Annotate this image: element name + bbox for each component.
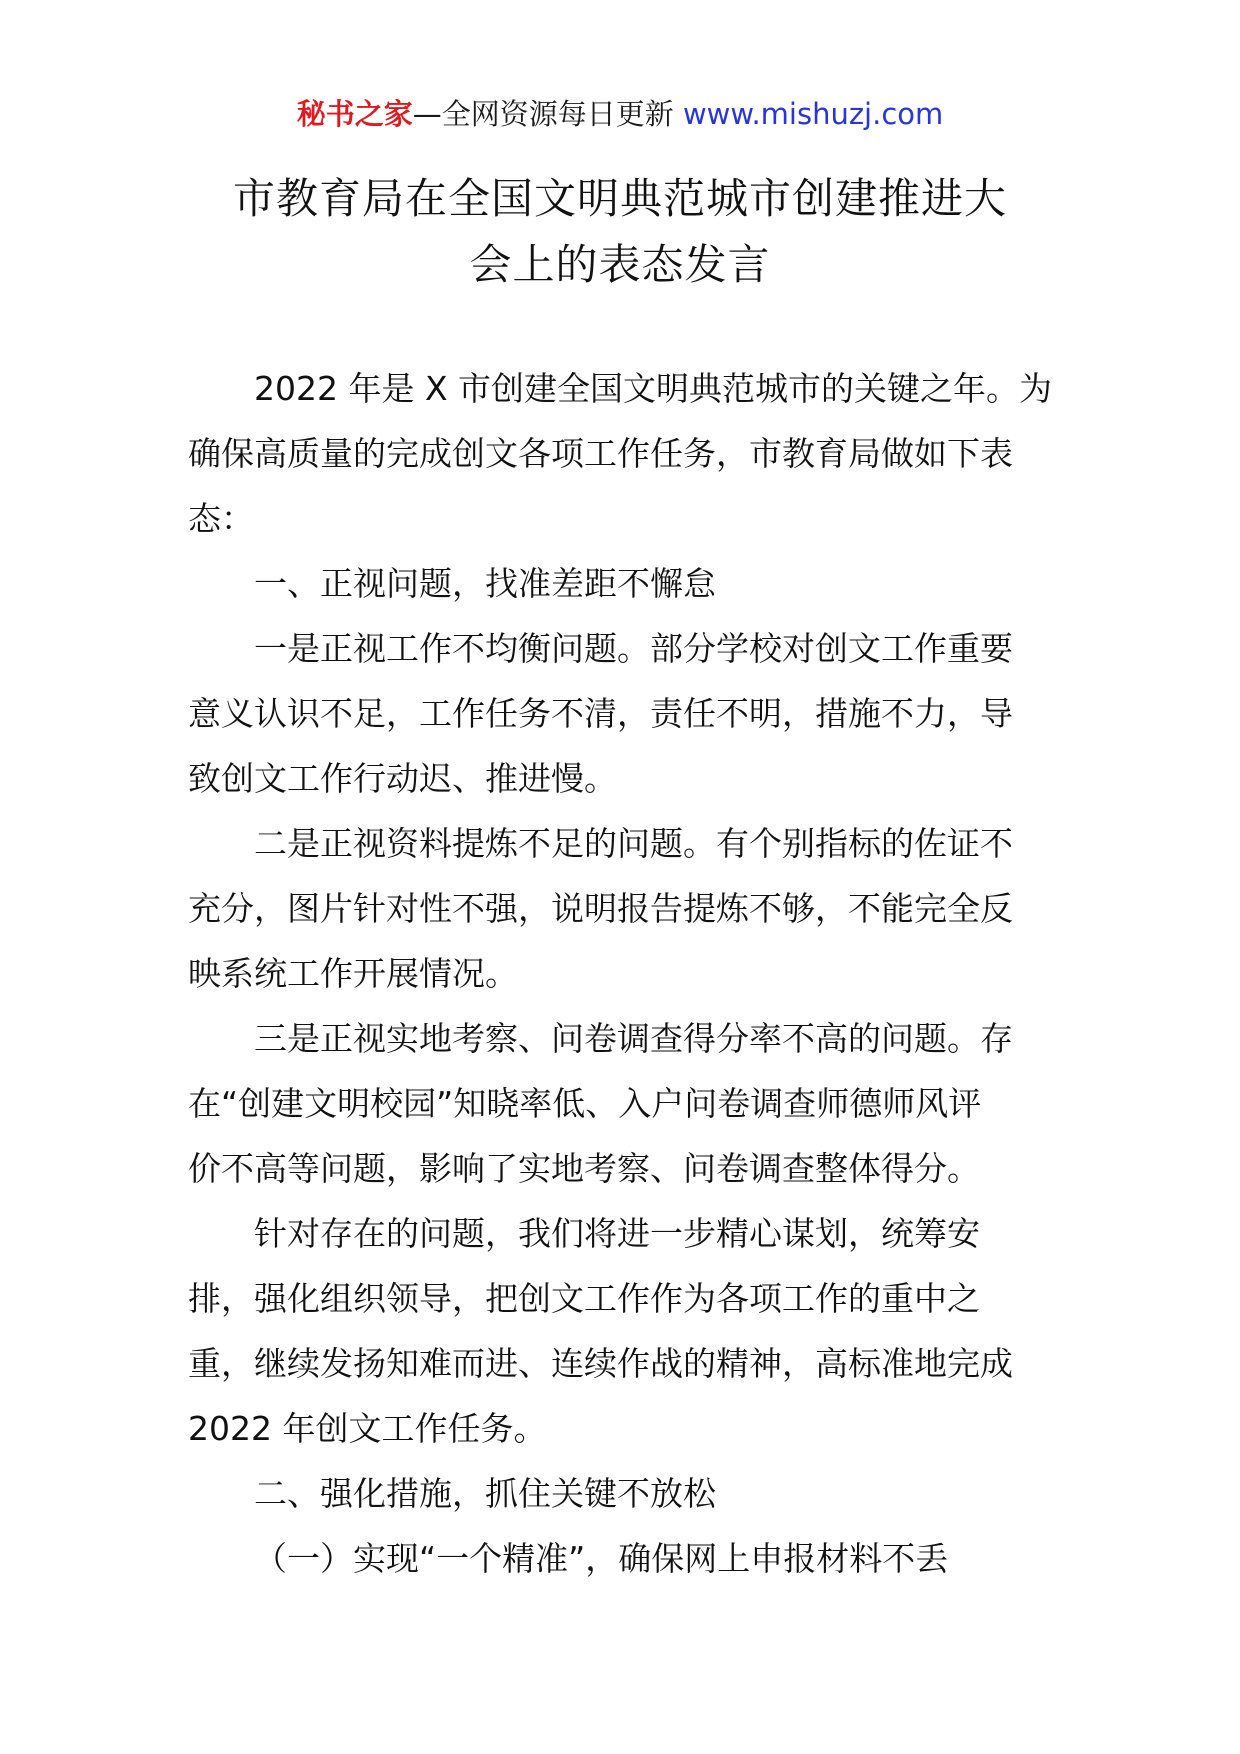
paragraph-line: 致创文工作行动迟、推进慢。	[188, 759, 617, 798]
paragraph-line: 针对存在的问题，我们将进一步精心谋划，统筹安	[254, 1214, 980, 1253]
paragraph-line: 一是正视工作不均衡问题。部分学校对创文工作重要	[254, 629, 1013, 668]
site-url-link[interactable]: www.mishuzj.com	[682, 97, 944, 131]
paragraph-line: 确保高质量的完成创文各项工作任务，市教育局做如下表	[188, 434, 1013, 473]
paragraph-line: 三是正视实地考察、问卷调查得分率不高的问题。存	[254, 1019, 1013, 1058]
subsection-heading: （一）实现“一个精准”，确保网上申报材料不丢	[254, 1539, 949, 1578]
banner-tagline: —全网资源每日更新	[412, 97, 683, 131]
paragraph-line: 意义认识不足，工作任务不清，责任不明，措施不力，导	[188, 694, 1013, 733]
paragraph-line: 二是正视资料提炼不足的问题。有个别指标的佐证不	[254, 824, 1013, 863]
paragraph-line: 态：	[188, 499, 254, 538]
paragraph-line: 排，强化组织领导，把创文工作作为各项工作的重中之	[188, 1279, 980, 1318]
paragraph-line: 2022 年是 X 市创建全国文明典范城市的关键之年。为	[254, 369, 1053, 408]
title-line-1: 市教育局在全国文明典范城市创建推进大	[232, 174, 1007, 223]
brand-name: 秘书之家	[296, 97, 413, 131]
site-banner	[0, 94, 1240, 134]
paragraph-line: 在“创建文明校园”知晓率低、入户问卷调查师德师风评	[188, 1084, 982, 1123]
paragraph-line: 重，继续发扬知难而进、连续作战的精神，高标准地完成	[188, 1344, 1013, 1383]
section-heading: 二、强化措施，抓住关键不放松	[254, 1474, 716, 1513]
document-body	[188, 356, 1058, 1591]
document-title	[150, 166, 1090, 298]
paragraph-line: 价不高等问题，影响了实地考察、问卷调查整体得分。	[188, 1149, 980, 1188]
section-heading: 一、正视问题，找准差距不懈怠	[254, 564, 716, 603]
paragraph-line: 映系统工作开展情况。	[188, 954, 518, 993]
paragraph-line: 2022 年创文工作任务。	[188, 1409, 547, 1448]
title-line-2: 会上的表态发言	[469, 240, 771, 289]
paragraph-line: 充分，图片针对性不强，说明报告提炼不够，不能完全反	[188, 889, 1013, 928]
